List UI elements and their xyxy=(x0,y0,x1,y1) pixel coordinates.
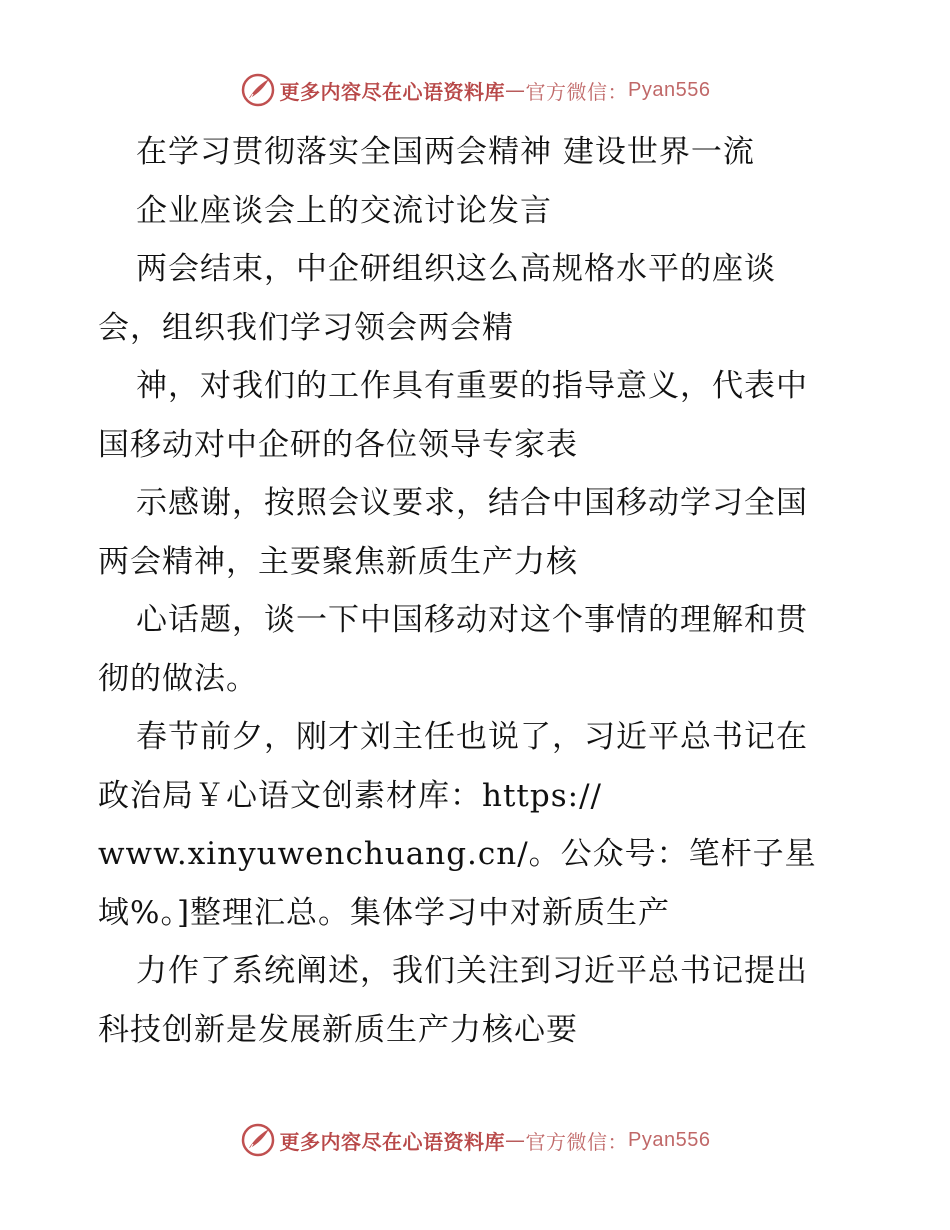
footer-wechat-label: 官方微信： xyxy=(525,1129,629,1154)
header-account: Pyan556 xyxy=(628,78,711,101)
quill-pen-logo-icon xyxy=(240,72,276,108)
document-line: 企业座谈会上的交流讨论发言 xyxy=(136,192,552,229)
header-wechat-label: 官方微信： xyxy=(525,79,629,104)
document-line: 国移动对中企研的各位领导专家表 xyxy=(98,426,578,463)
footer-banner xyxy=(0,1120,950,1160)
document-line: 两会精神，主要聚焦新质生产力核 xyxy=(98,543,578,580)
document-line: 科技创新是发展新质生产力核心要 xyxy=(98,1011,578,1048)
header-separator: — xyxy=(505,78,526,102)
document-line: 域%。]整理汇总。集体学习中对新质生产 xyxy=(98,894,671,931)
header-brand: 更多内容尽在心语资料库 xyxy=(279,79,506,104)
document-line: 政治局￥心语文创素材库：https:// xyxy=(98,777,602,814)
document-line: 彻的做法。 xyxy=(98,660,258,697)
document-line: 示感谢，按照会议要求，结合中国移动学习全国 xyxy=(136,485,808,521)
document-line: 两会结束，中企研组织这么高规格水平的座谈 xyxy=(136,251,776,287)
footer-separator: — xyxy=(505,1128,526,1152)
document-line: 神，对我们的工作具有重要的指导意义，代表中 xyxy=(136,368,808,404)
footer-brand: 更多内容尽在心语资料库 xyxy=(279,1129,506,1154)
quill-pen-logo-icon xyxy=(240,1122,276,1158)
document-line: 春节前夕，刚才刘主任也说了，习近平总书记在 xyxy=(136,719,808,755)
document-body xyxy=(98,123,858,1059)
document-line: 力作了系统阐述，我们关注到习近平总书记提出 xyxy=(136,953,808,989)
footer-account: Pyan556 xyxy=(628,1128,711,1151)
document-line: www.xinyuwenchuang.cn/。公众号：笔杆子星 xyxy=(98,836,817,872)
header-banner xyxy=(0,70,950,110)
document-line: 心话题，谈一下中国移动对这个事情的理解和贯 xyxy=(136,602,808,638)
document-line: 会，组织我们学习领会两会精 xyxy=(98,309,514,346)
document-line: 在学习贯彻落实全国两会精神 建设世界一流 xyxy=(136,134,755,170)
